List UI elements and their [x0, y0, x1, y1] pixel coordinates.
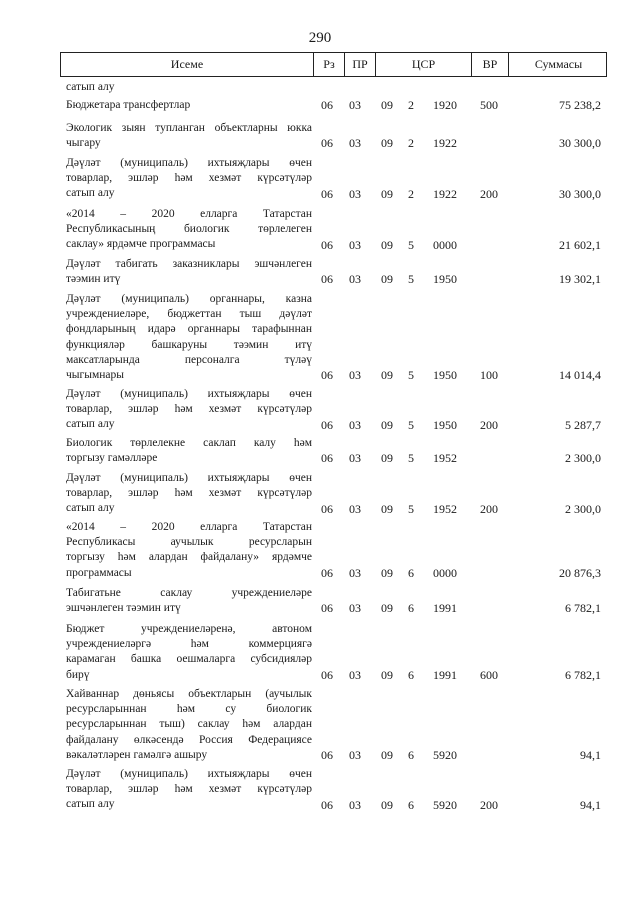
row-csr-b: 6	[408, 601, 414, 616]
row-name-line: товарлар, эшләр һәм хезмәт күрсәтүләр	[66, 487, 312, 500]
row-name	[66, 767, 312, 813]
row-csr-c: 5920	[433, 748, 457, 762]
row-csr-b: 5	[408, 368, 414, 383]
row-name	[66, 257, 312, 287]
row-name-line: саклау» ярдәмче программасы	[66, 238, 216, 251]
row-pr: 03	[349, 186, 361, 201]
row-csr-a: 09	[381, 272, 393, 287]
row-name	[66, 687, 312, 763]
row-csr-b: 6	[408, 565, 414, 580]
row-vr: 500	[480, 98, 498, 113]
row-rz: 06	[321, 237, 333, 252]
row-sum: 5 287,7	[565, 417, 601, 432]
row-name-line: товарлар, эшләр һәм хезмәт күрсәтүләр	[66, 172, 312, 185]
row-sum: 14 014,4	[559, 368, 601, 383]
row-name-line: эшчәнлеген тәэмин итү	[66, 602, 181, 615]
header-rz: Рз	[313, 53, 344, 76]
row-name-line: сатып алу	[66, 187, 115, 200]
row-sum: 94,1	[580, 797, 601, 812]
row-rz: 06	[321, 136, 333, 151]
row-pr: 03	[349, 417, 361, 432]
row-name-line: Биологик төрлелекне саклап калу һәм	[66, 437, 312, 449]
row-rz: 06	[321, 797, 333, 812]
row-name-line: Дәүләт (муниципаль) органнары, казна	[66, 293, 312, 305]
table-row	[60, 257, 607, 287]
row-name-line: тәэмин итү	[66, 273, 121, 286]
row-name-line: учреждениеләргә һәм коммерциягә	[66, 638, 312, 651]
row-csr-a: 09	[381, 451, 393, 466]
row-csr-c: 1991	[433, 667, 457, 682]
row-csr-a: 09	[381, 601, 393, 616]
row-csr-b: 5	[408, 417, 414, 432]
row-vr: 100	[480, 368, 498, 383]
page-number: 290	[308, 30, 332, 46]
row-name-line: бирү	[66, 668, 90, 681]
row-sum: 20 876,3	[559, 565, 601, 580]
row-name	[66, 471, 312, 517]
row-pr: 03	[349, 272, 361, 287]
row-csr-b: 5	[408, 237, 414, 252]
row-name-line: фондларының идарә органнары тарафыннан	[66, 323, 312, 336]
row-csr-a: 09	[381, 186, 393, 201]
row-name-line: максатларында персоналга түләү	[66, 353, 312, 366]
header-vr: ВР	[471, 53, 508, 76]
table-row	[60, 121, 607, 151]
row-csr-b: 2	[408, 186, 414, 201]
row-name-line: ресурсларыннан тыш) саклау һәм алардан	[66, 718, 312, 731]
row-pr: 03	[349, 368, 361, 383]
row-name	[66, 156, 312, 202]
row-name-line: программасы	[66, 566, 132, 579]
row-csr-a: 09	[381, 98, 393, 113]
row-name-line: Дәүләт (муниципаль) ихтыяҗлары өчен	[66, 388, 312, 400]
row-csr-a: 09	[381, 667, 393, 682]
row-pr: 03	[349, 501, 361, 516]
row-csr-b: 5	[408, 272, 414, 287]
row-name-line: учреждениеләре, бюджеттан тыш дәүләт	[66, 308, 312, 321]
row-vr: 200	[480, 186, 498, 201]
row-csr-a: 09	[381, 748, 393, 762]
row-sum: 94,1	[580, 748, 601, 762]
row-name	[66, 586, 312, 616]
row-sum: 6 782,1	[565, 667, 601, 682]
row-name-line: Бюджет учреждениеләренә, автоном	[66, 623, 312, 635]
row-csr-a: 09	[381, 368, 393, 383]
row-sum: 2 300,0	[565, 501, 601, 516]
row-csr-a: 09	[381, 501, 393, 516]
header-pr: ПР	[344, 53, 375, 76]
row-csr-c: 0000	[433, 237, 457, 252]
table-header	[60, 52, 607, 77]
row-pr: 03	[349, 797, 361, 812]
row-name	[66, 207, 312, 253]
row-csr-c: 1950	[433, 368, 457, 383]
row-rz: 06	[321, 451, 333, 466]
row-sum: 21 602,1	[559, 237, 601, 252]
row-csr-c: 1991	[433, 601, 457, 616]
row-csr-b: 6	[408, 667, 414, 682]
row-rz: 06	[321, 748, 333, 762]
row-csr-a: 09	[381, 136, 393, 151]
row-name-line: Экологик зыян тупланган объектларны юкка	[66, 122, 312, 134]
row-rz: 06	[321, 417, 333, 432]
row-name-line: чыгару	[66, 137, 101, 150]
row-csr-b: 5	[408, 501, 414, 516]
row-sum: 30 300,0	[559, 136, 601, 151]
row-csr-c: 0000	[433, 565, 457, 580]
continued-text: сатып алу	[66, 81, 115, 93]
row-rz: 06	[321, 98, 333, 113]
row-csr-c: 1922	[433, 136, 457, 151]
table-row	[60, 687, 607, 763]
table-row	[60, 98, 607, 113]
row-pr: 03	[349, 601, 361, 616]
row-pr: 03	[349, 98, 361, 113]
table-row	[60, 436, 607, 466]
row-csr-c: 5920	[433, 797, 457, 812]
row-name-line: торгызу һәм алардан файдалану» ярдәмче	[66, 551, 312, 564]
row-name-line: функцияләр башкаруны тәэмин итү	[66, 338, 312, 351]
row-name-line: Дәүләт (муниципаль) ихтыяҗлары өчен	[66, 157, 312, 169]
row-csr-b: 2	[408, 98, 414, 113]
table-row	[60, 207, 607, 253]
row-csr-c: 1950	[433, 272, 457, 287]
row-pr: 03	[349, 667, 361, 682]
row-sum: 19 302,1	[559, 272, 601, 287]
continued-row	[60, 80, 607, 95]
row-name-line: товарлар, эшләр һәм хезмәт күрсәтүләр	[66, 403, 312, 416]
row-vr: 200	[480, 501, 498, 516]
row-sum: 30 300,0	[559, 186, 601, 201]
row-name	[66, 292, 312, 383]
row-pr: 03	[349, 748, 361, 762]
row-csr-a: 09	[381, 797, 393, 812]
row-vr: 200	[480, 417, 498, 432]
header-sum: Суммасы	[508, 53, 608, 76]
row-name-line: Дәүләт (муниципаль) ихтыяҗлары өчен	[66, 472, 312, 484]
row-vr: 600	[480, 667, 498, 682]
row-rz: 06	[321, 186, 333, 201]
header-name: Исеме	[170, 57, 204, 71]
row-csr-a: 09	[381, 565, 393, 580]
row-rz: 06	[321, 501, 333, 516]
row-name-line: ресурсларыннан һәм су биологик	[66, 703, 312, 716]
row-name-line: Хайваннар дөньясы объектларын (аучылык	[66, 688, 312, 700]
row-name-line: Табигатьне саклау учреждениеләре	[66, 587, 312, 599]
row-rz: 06	[321, 565, 333, 580]
row-csr-b: 5	[408, 451, 414, 466]
row-rz: 06	[321, 272, 333, 287]
row-name-line: сатып алу	[66, 418, 115, 431]
row-name	[66, 121, 312, 151]
table-row	[60, 586, 607, 616]
table-row	[60, 622, 607, 683]
row-csr-b: 2	[408, 136, 414, 151]
row-name	[66, 98, 312, 113]
row-name	[66, 622, 312, 683]
row-csr-a: 09	[381, 417, 393, 432]
row-pr: 03	[349, 136, 361, 151]
table-row	[60, 767, 607, 813]
row-csr-a: 09	[381, 237, 393, 252]
row-rz: 06	[321, 601, 333, 616]
row-csr-c: 1920	[433, 98, 457, 113]
table-row	[60, 292, 607, 383]
row-name-line: вәкаләтләрен гамәлгә ашыру	[66, 748, 208, 761]
row-rz: 06	[321, 667, 333, 682]
row-csr-c: 1922	[433, 186, 457, 201]
row-name-line: файдалану өлкәсендә Россия Федерациясе	[66, 733, 312, 746]
row-name-line: карамаган башка оешмаларга субсидияләр	[66, 653, 312, 666]
table-row	[60, 387, 607, 433]
row-name-line: чыгымнары	[66, 369, 124, 382]
row-vr: 200	[480, 797, 498, 812]
row-name-line: товарлар, эшләр һәм хезмәт күрсәтүләр	[66, 783, 312, 796]
row-name-line: сатып алу	[66, 798, 115, 811]
row-name	[66, 387, 312, 433]
row-name	[66, 520, 312, 581]
row-sum: 75 238,2	[559, 98, 601, 113]
row-csr-c: 1952	[433, 501, 457, 516]
row-name-line: торгызу гамәлләре	[66, 452, 158, 465]
row-rz: 06	[321, 368, 333, 383]
row-pr: 03	[349, 565, 361, 580]
row-csr-b: 6	[408, 797, 414, 812]
row-name-line: Республикасының биологик төрлелеген	[66, 223, 312, 236]
row-csr-c: 1952	[433, 451, 457, 466]
row-name-line: сатып алу	[66, 502, 115, 515]
row-name-line: «2014 – 2020 елларга Татарстан	[66, 208, 312, 220]
table-row	[60, 156, 607, 202]
table-row	[60, 471, 607, 517]
row-name	[66, 436, 312, 466]
row-name-line: Республикасы аучылык ресурсларын	[66, 536, 312, 549]
row-sum: 2 300,0	[565, 451, 601, 466]
row-name-line: Бюджетара трансфертлар	[66, 99, 191, 111]
row-name-line: Дәүләт (муниципаль) ихтыяҗлары өчен	[66, 768, 312, 780]
row-csr-b: 6	[408, 748, 414, 762]
row-csr-c: 1950	[433, 417, 457, 432]
row-sum: 6 782,1	[565, 601, 601, 616]
row-pr: 03	[349, 237, 361, 252]
row-name-line: «2014 – 2020 елларга Татарстан	[66, 521, 312, 533]
row-name-line: Дәүләт табигать заказниклары эшчәнлеген	[66, 258, 312, 270]
table-row	[60, 520, 607, 581]
header-csr: ЦСР	[375, 53, 471, 76]
row-pr: 03	[349, 451, 361, 466]
